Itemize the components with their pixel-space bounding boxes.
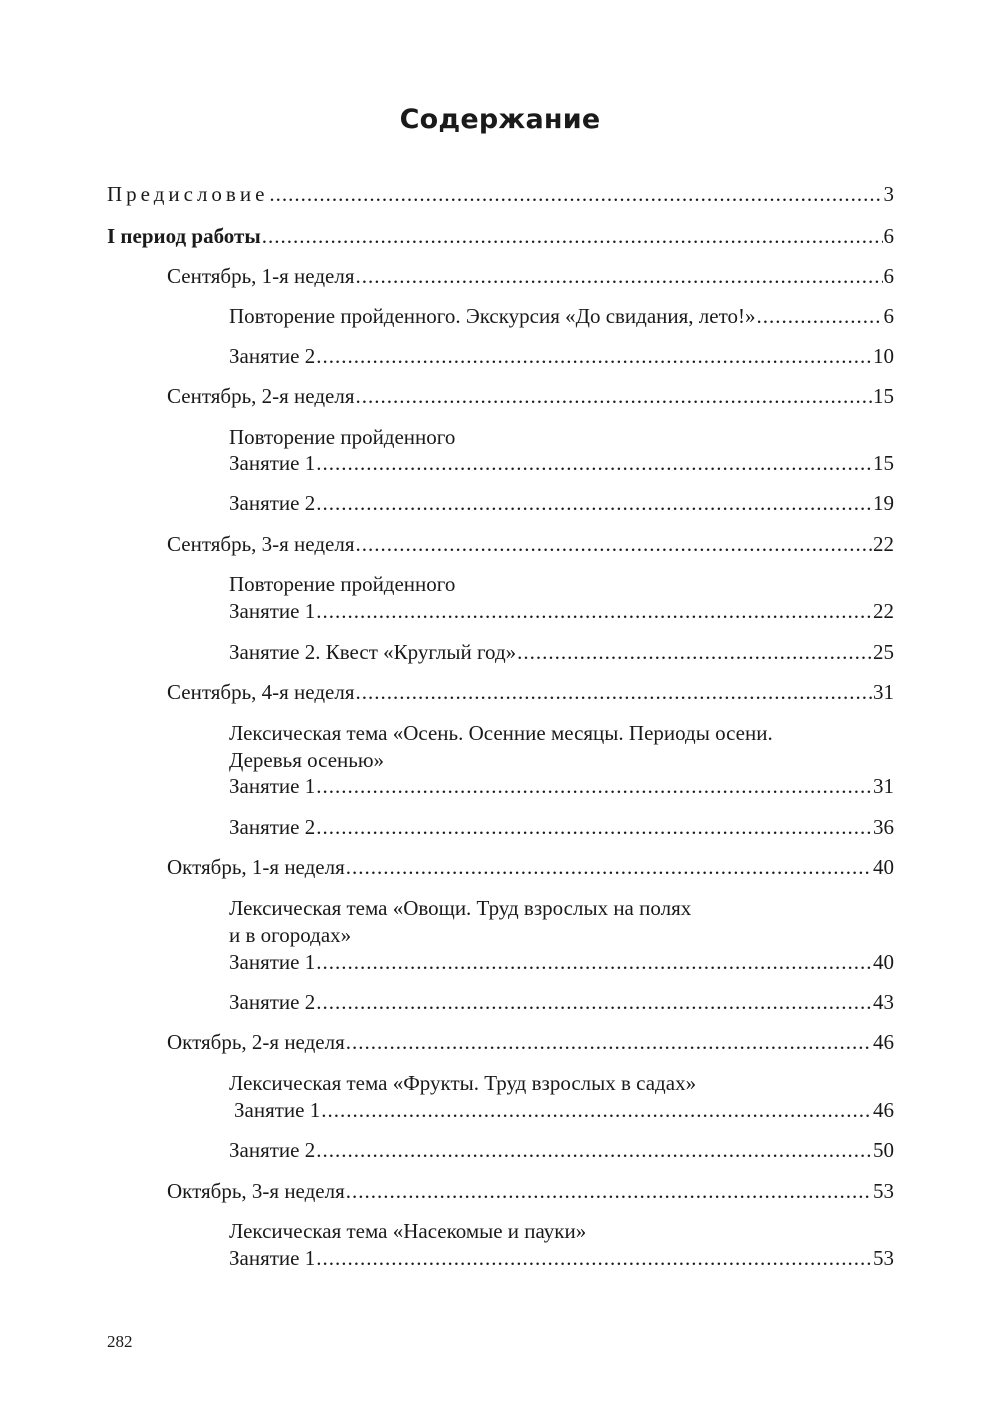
toc-entry-page: 31 <box>873 680 894 704</box>
toc-leader-dots <box>346 855 872 879</box>
toc-entry-lesson <box>229 640 894 664</box>
toc-leader-dots <box>517 640 872 664</box>
toc-entry-label: Занятие 1 <box>229 451 316 475</box>
toc-leader-dots <box>316 1246 872 1270</box>
page-number: 282 <box>107 1332 133 1351</box>
toc-entry-page: 50 <box>873 1138 894 1162</box>
toc-entry-label: Сентябрь, 1-я неделя <box>167 264 355 288</box>
toc-entry-label: Занятие 2 <box>229 990 316 1014</box>
toc-topic-heading: Лексическая тема «Фрукты. Труд взрослых в садах» <box>229 1071 697 1095</box>
toc-entry-lesson <box>229 990 894 1014</box>
toc-topic-heading: Повторение пройденного <box>229 425 456 449</box>
toc-leader-dots <box>316 950 872 974</box>
toc-entry-week <box>167 1030 894 1054</box>
toc-entry-label: Занятие 1 <box>229 950 316 974</box>
page-title: Содержание <box>399 104 601 135</box>
toc-entry-page: 36 <box>873 815 894 839</box>
toc-entry-week <box>167 1179 894 1203</box>
toc-entry-page: 43 <box>873 990 894 1014</box>
toc-entry-label: Занятие 1 <box>229 774 316 798</box>
toc-topic-heading: и в огородах» <box>229 923 352 947</box>
toc-entry-page: 6 <box>883 304 894 328</box>
toc-entry-label: Занятие 1 <box>229 599 316 623</box>
toc-leader-dots <box>269 182 882 206</box>
toc-entry-page: 40 <box>873 855 894 879</box>
toc-topic-heading: Лексическая тема «Насекомые и пауки» <box>229 1219 587 1243</box>
toc-entry-page: 15 <box>873 384 894 408</box>
toc-entry-page: 10 <box>873 344 894 368</box>
toc-leader-dots <box>321 1098 872 1122</box>
toc-entry-page: 53 <box>873 1179 894 1203</box>
toc-entry-label: Предисловие <box>107 182 269 206</box>
toc-entry-page: 22 <box>873 532 894 556</box>
toc-leader-dots <box>316 599 872 623</box>
toc-leader-dots <box>346 1179 872 1203</box>
toc-topic-heading: Лексическая тема «Овощи. Труд взрослых на полях <box>229 896 692 920</box>
toc-leader-dots <box>262 224 883 248</box>
toc-entry-preface <box>107 182 894 206</box>
toc-entry-label: Занятие 2 <box>229 1138 316 1162</box>
toc-entry-lesson <box>234 1098 894 1122</box>
toc-leader-dots <box>316 815 872 839</box>
toc-leader-dots <box>355 532 872 556</box>
toc-leader-dots <box>316 344 872 368</box>
toc-entry-week <box>167 532 894 556</box>
toc-entry-label: Занятие 1 <box>234 1098 321 1122</box>
toc-entry-lesson <box>229 1246 894 1270</box>
toc-leader-dots <box>316 774 872 798</box>
toc-entry-lesson <box>229 815 894 839</box>
toc-leader-dots <box>316 990 872 1014</box>
toc-leader-dots <box>355 680 872 704</box>
toc-entry-page: 6 <box>883 224 894 248</box>
toc-entry-page: 40 <box>873 950 894 974</box>
toc-entry-lesson <box>229 451 894 475</box>
toc-entry-label: Сентябрь, 4-я неделя <box>167 680 355 704</box>
toc-entry-label: Сентябрь, 3-я неделя <box>167 532 355 556</box>
toc-topic-heading: Повторение пройденного <box>229 572 456 596</box>
toc-leader-dots <box>757 304 883 328</box>
toc-entry-label: Занятие 2 <box>229 344 316 368</box>
toc-entry-page: 25 <box>873 640 894 664</box>
toc-entry-label: Октябрь, 1-я неделя <box>167 855 345 879</box>
toc-entry-label: Октябрь, 3-я неделя <box>167 1179 345 1203</box>
toc-entry-label: Повторение пройденного. Экскурсия «До свидания, лето!» <box>229 304 756 328</box>
toc-entry-page: 53 <box>873 1246 894 1270</box>
toc-topic-heading: Лексическая тема «Осень. Осенние месяцы. Периоды осени. <box>229 721 773 745</box>
toc-entry-lesson <box>229 344 894 368</box>
toc-entry-page: 15 <box>873 451 894 475</box>
toc-entry-page: 6 <box>883 264 894 288</box>
toc-entry-lesson <box>229 950 894 974</box>
toc-entry-lesson <box>229 774 894 798</box>
toc-entry-label: Занятие 1 <box>229 1246 316 1270</box>
toc-entry-label: Занятие 2 <box>229 491 316 515</box>
toc-entry-week <box>167 264 894 288</box>
toc-entry-label: Сентябрь, 2-я неделя <box>167 384 355 408</box>
toc-entry-week <box>167 384 894 408</box>
toc-entry-page: 22 <box>873 599 894 623</box>
toc-leader-dots <box>316 451 872 475</box>
toc-entry-week <box>167 855 894 879</box>
toc-leader-dots <box>355 384 872 408</box>
toc-leader-dots <box>346 1030 872 1054</box>
toc-entry-lesson <box>229 491 894 515</box>
toc-entry-page: 19 <box>873 491 894 515</box>
toc-entry-page: 31 <box>873 774 894 798</box>
toc-entry-page: 46 <box>873 1098 894 1122</box>
toc-entry-label: I период работы <box>107 224 261 248</box>
toc-leader-dots <box>316 1138 872 1162</box>
toc-topic-heading: Деревья осенью» <box>229 748 385 772</box>
toc-entry-lesson <box>229 599 894 623</box>
toc-entry-week <box>167 680 894 704</box>
toc-leader-dots <box>316 491 872 515</box>
toc-entry-page: 46 <box>873 1030 894 1054</box>
toc-leader-dots <box>355 264 882 288</box>
toc-entry-page: 3 <box>883 182 894 206</box>
toc-entry-lesson <box>229 1138 894 1162</box>
toc-entry-period <box>107 224 894 248</box>
toc-entry-lesson <box>229 304 894 328</box>
toc-entry-label: Занятие 2 <box>229 815 316 839</box>
toc-entry-label: Занятие 2. Квест «Круглый год» <box>229 640 517 664</box>
toc-entry-label: Октябрь, 2-я неделя <box>167 1030 345 1054</box>
